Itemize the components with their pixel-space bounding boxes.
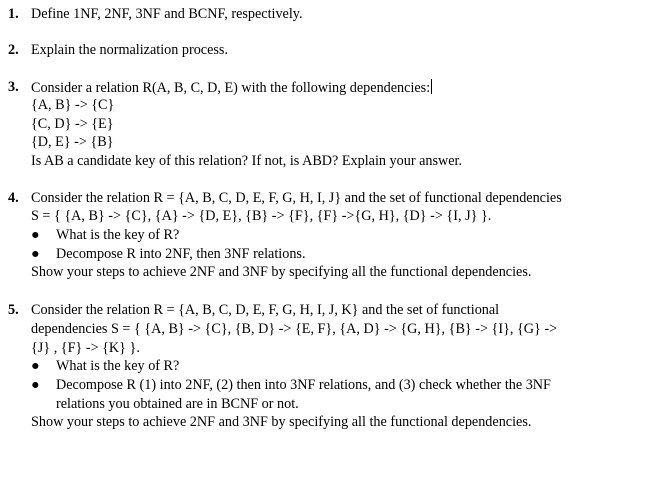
dependency-text: {D, E} -> {B} [31, 134, 114, 150]
bullet-text: relations you obtained are in BCNF or not. [56, 396, 299, 412]
question-number: 3. [8, 79, 19, 95]
text-cursor [431, 79, 432, 94]
question-footer-text: Show your steps to achieve 2NF and 3NF by specifying all the functional dependencies. [31, 414, 532, 430]
bullet-icon: ● [31, 377, 40, 393]
dependency-text: {C, D} -> {E} [31, 116, 114, 132]
bullet-text: What is the key of R? [56, 358, 180, 374]
dependency-text: {A, B} -> {C} [31, 97, 115, 113]
bullet-text: What is the key of R? [56, 227, 180, 243]
question-number: 1. [8, 6, 19, 22]
question-text-content: Consider a relation R(A, B, C, D, E) with the following dependencies: [31, 80, 431, 96]
bullet-icon: ● [31, 246, 40, 262]
question-text: dependencies S = { {A, B} -> {C}, {B, D} -> {E, F}, {A, D} -> {G, H}, {B} -> {I}, {G} -> [31, 321, 558, 337]
question-text: Is AB a candidate key of this relation? If not, is ABD? Explain your answer. [31, 153, 463, 169]
question-text: Explain the normalization process. [31, 42, 228, 58]
question-text: Define 1NF, 2NF, 3NF and BCNF, respectively. [31, 6, 303, 22]
question-text [31, 79, 432, 97]
question-text: Consider the relation R = {A, B, C, D, E, F, G, H, I, J, K} and the set of functional [31, 302, 500, 318]
question-text: Consider the relation R = {A, B, C, D, E, F, G, H, I, J} and the set of functional dependencies [31, 190, 562, 206]
question-number: 4. [8, 190, 19, 206]
bullet-icon: ● [31, 358, 40, 374]
question-text: S = { {A, B} -> {C}, {A} -> {D, E}, {B} -> {F}, {F} ->{G, H}, {D} -> {I, J} }. [31, 208, 492, 224]
question-number: 2. [8, 42, 19, 58]
bullet-icon: ● [31, 227, 40, 243]
bullet-text: Decompose R (1) into 2NF, (2) then into 3NF relations, and (3) check whether the 3NF [56, 377, 551, 393]
question-footer-text: Show your steps to achieve 2NF and 3NF by specifying all the functional dependencies. [31, 264, 532, 280]
question-number: 5. [8, 302, 19, 318]
question-text: {J} , {F} -> {K} }. [31, 340, 140, 356]
bullet-text: Decompose R into 2NF, then 3NF relations. [56, 246, 306, 262]
